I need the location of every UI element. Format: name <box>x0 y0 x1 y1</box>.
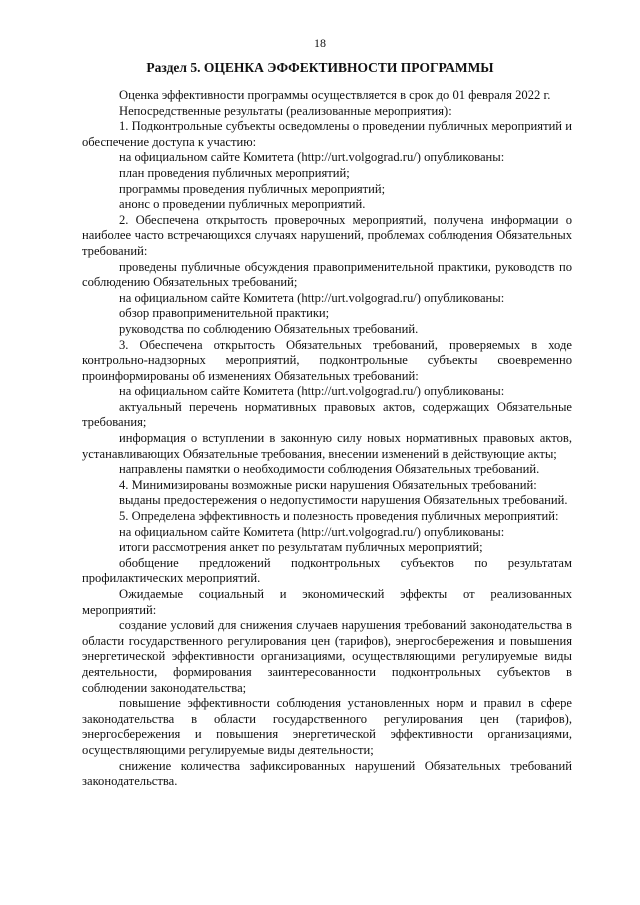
paragraph: проведены публичные обсуждения правоприменительной практики, руководств по соблюдению Обязательных требований; <box>82 259 572 290</box>
paragraph: обзор правоприменительной практики; <box>119 306 330 321</box>
page-number: 18 <box>314 36 326 50</box>
paragraph: создание условий для снижения случаев нарушения требований законодательства в области государственного регулирования цен (тарифов), энергосбережения и повышения энергетической эффективности организациями, осуществляющими регулируемые виды деятельности, формирования заинтересованности подконтрольных субъектов в соблюдении законодательства; <box>82 618 572 695</box>
paragraph: 5. Определена эффективность и полезность проведения публичных мероприятий: <box>119 509 559 524</box>
paragraph: повышение эффективности соблюдения установленных норм и правил в сфере законодательства в области государственного регулирования цен (тарифов), энергосбережения и повышения энергетической эффективности организациями, осуществляющими регулируемые виды деятельности; <box>82 696 572 757</box>
paragraph: на официальном сайте Комитета (http://urt.volgograd.ru/) опубликованы: <box>119 290 505 305</box>
paragraph: актуальный перечень нормативных правовых актов, содержащих Обязательные требования; <box>82 399 572 430</box>
paragraph: итоги рассмотрения анкет по результатам публичных мероприятий; <box>119 540 483 555</box>
paragraph: выданы предостережения о недопустимости нарушения Обязательных требований. <box>119 493 568 508</box>
paragraph: на официальном сайте Комитета (http://urt.volgograd.ru/) опубликованы: <box>119 524 505 539</box>
paragraph: Оценка эффективности программы осуществляется в срок до 01 февраля 2022 г. <box>119 88 551 102</box>
paragraph: руководства по соблюдению Обязательных требований. <box>119 321 419 336</box>
paragraph: программы проведения публичных мероприятий; <box>119 181 386 196</box>
paragraph: Ожидаемые социальный и экономический эффекты от реализованных мероприятий: <box>82 587 572 617</box>
paragraph: 3. Обеспечена открытость Обязательных требований, проверяемых в ходе контрольно-надзорных мероприятий, подконтрольные субъекты своевременно проинформированы об изменениях Обязательных требований: <box>82 337 572 383</box>
paragraph: 4. Минимизированы возможные риски нарушения Обязательных требований: <box>119 477 537 492</box>
paragraph: на официальном сайте Комитета (http://urt.volgograd.ru/) опубликованы: <box>119 150 505 165</box>
document-body <box>82 88 572 790</box>
paragraph: направлены памятки о необходимости соблюдения Обязательных требований. <box>119 462 540 477</box>
paragraph: 1. Подконтрольные субъекты осведомлены о проведении публичных мероприятий и обеспечение доступа к участию: <box>82 119 572 149</box>
paragraph: информация о вступлении в законную силу новых нормативных правовых актов, устанавливающих Обязательные требования, внесении изменений в действующие акты; <box>82 431 572 461</box>
paragraph: 2. Обеспечена открытость проверочных мероприятий, получена информации о наиболее часто встречающихся случаях нарушений, проблемах соблюдения Обязательных требований: <box>82 212 572 258</box>
paragraph: Непосредственные результаты (реализованные мероприятия): <box>119 103 452 118</box>
paragraph: на официальном сайте Комитета (http://urt.volgograd.ru/) опубликованы: <box>119 384 505 399</box>
paragraph: анонс о проведении публичных мероприятий. <box>119 197 366 212</box>
paragraph: снижение количества зафиксированных нарушений Обязательных требований законодательства. <box>82 758 572 789</box>
paragraph: обобщение предложений подконтрольных субъектов по результатам профилактических мероприятий. <box>82 555 572 586</box>
section-title: Раздел 5. ОЦЕНКА ЭФФЕКТИВНОСТИ ПРОГРАММЫ <box>146 60 494 75</box>
paragraph: план проведения публичных мероприятий; <box>119 165 350 180</box>
